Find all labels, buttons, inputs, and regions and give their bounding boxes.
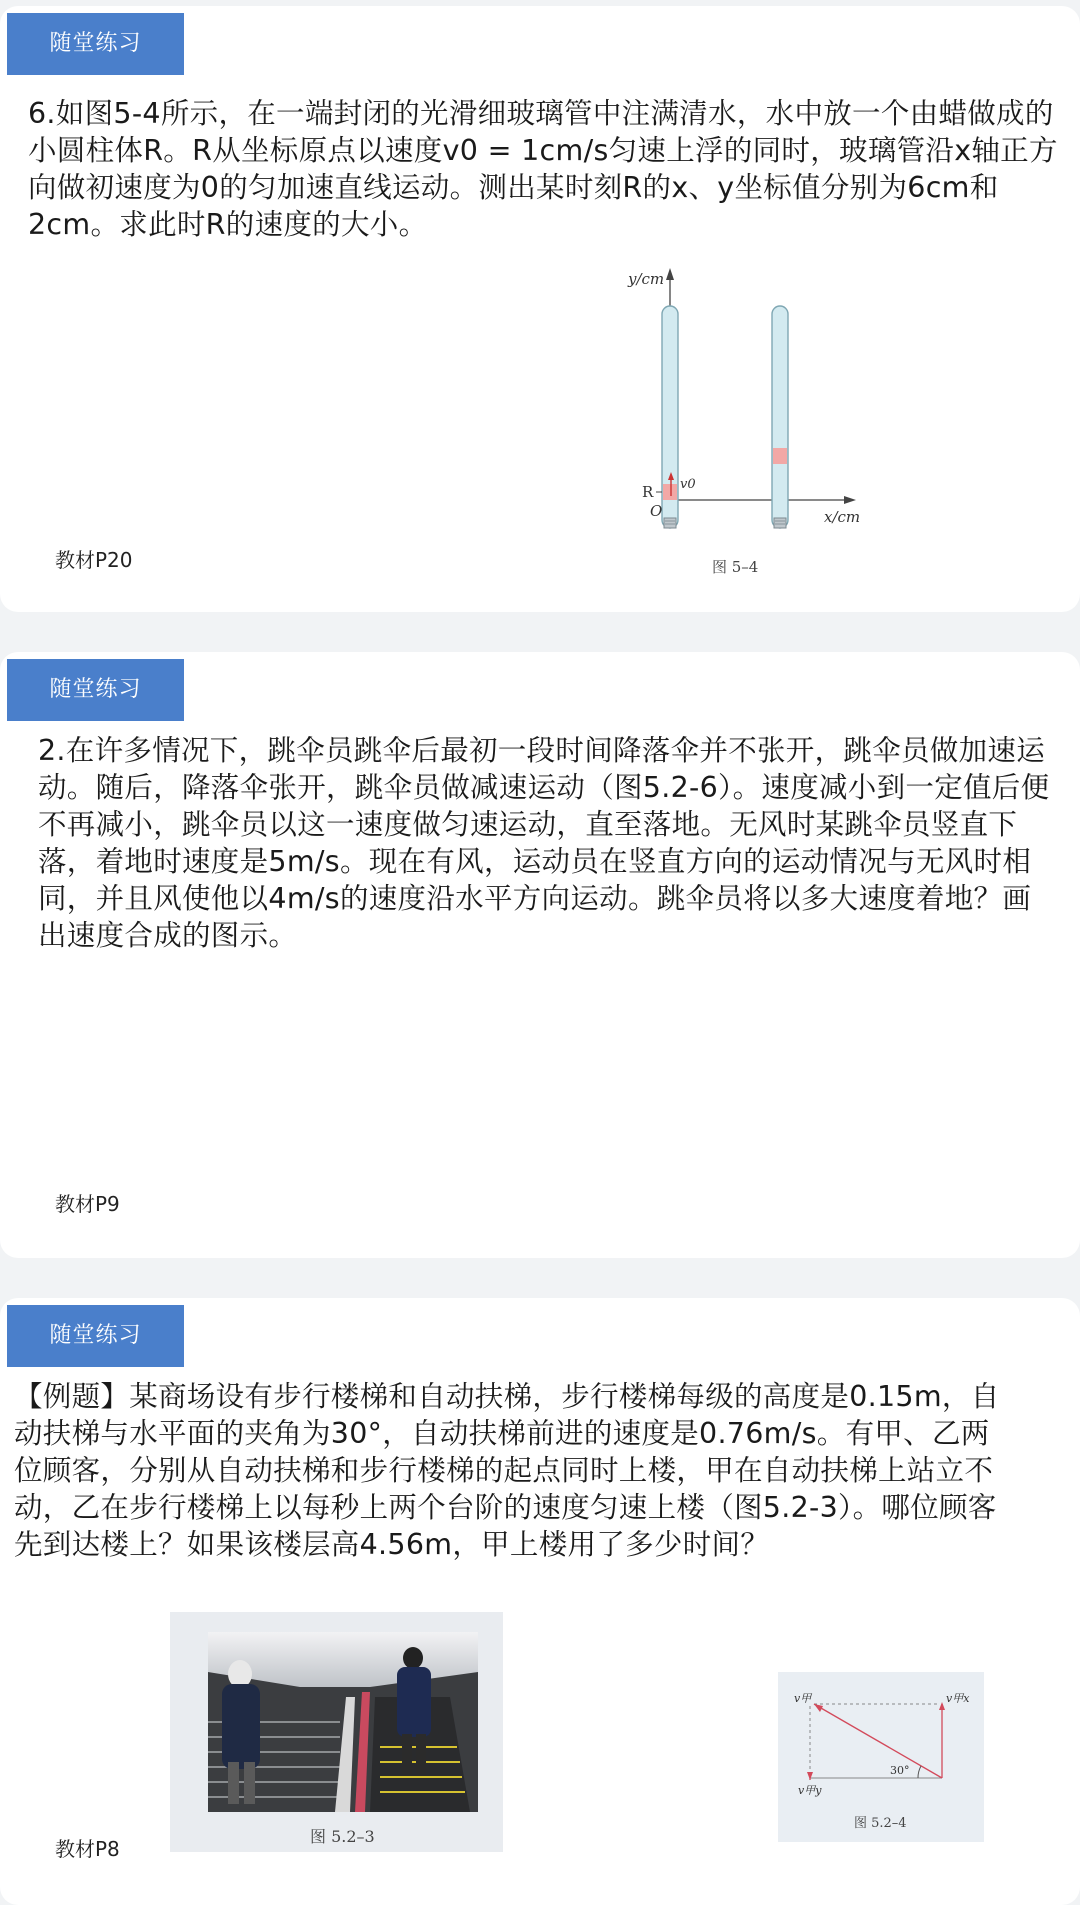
y-axis-label: y/cm bbox=[628, 270, 665, 288]
label-v-jia-x: v甲x bbox=[946, 1692, 970, 1705]
textbook-ref: 教材P20 bbox=[55, 548, 133, 572]
textbook-ref: 教材P8 bbox=[55, 1837, 120, 1861]
label-v-jia: v甲 bbox=[794, 1692, 812, 1705]
problem-text: 2.在许多情况下，跳伞员跳伞后最初一段时间降落伞并不张开，跳伞员做加速运动。随后，降落伞张开，跳伞员做减速运动（图5.2-6）。速度减小到一定值后便不再减小，跳伞员以这一速度做匀速运动，直至落地。无风时某跳伞员竖直下落，着地时速度是5m/s。现在有风，运动员在竖直方向的运动情况与无风时相同，并且风使他以4m/s的速度沿水平方向运动。跳伞员将以多大速度着地？画出速度合成的图示。 bbox=[38, 734, 1050, 952]
exercise-card-2 bbox=[0, 652, 1080, 1258]
velocity-label: v0 bbox=[680, 477, 696, 492]
exercise-card-3 bbox=[0, 1298, 1080, 1905]
exercise-card-1 bbox=[0, 6, 1080, 612]
object-label: R bbox=[642, 483, 654, 501]
figure-5-4 bbox=[610, 256, 890, 576]
photo-caption: 图 5.2–3 bbox=[310, 1827, 375, 1846]
section-tag: 随堂练习 bbox=[7, 13, 184, 75]
section-tag: 随堂练习 bbox=[7, 1305, 184, 1367]
angle-label: 30° bbox=[890, 1764, 910, 1777]
origin-label: O bbox=[650, 502, 663, 520]
textbook-ref: 教材P9 bbox=[55, 1192, 120, 1216]
problem-text: 【例题】某商场设有步行楼梯和自动扶梯，步行楼梯每级的高度是0.15m，自动扶梯与水平面的夹角为30°，自动扶梯前进的速度是0.76m/s。有甲、乙两位顾客，分别从自动扶梯和步行楼梯的起点同时上楼，甲在自动扶梯上站立不动，乙在步行楼梯上以每秒上两个台阶的速度匀速上楼（图5.2-3）。哪位顾客先到达楼上？如果该楼层高4.56m，甲上楼用了多少时间？ bbox=[14, 1380, 1000, 1561]
diagram-caption: 图 5.2–4 bbox=[854, 1816, 907, 1831]
x-axis-label: x/cm bbox=[824, 508, 861, 526]
figure-caption: 图 5–4 bbox=[712, 558, 759, 576]
figure-5-2-4 bbox=[778, 1672, 984, 1842]
section-tag: 随堂练习 bbox=[7, 659, 184, 721]
figure-5-2-3 bbox=[170, 1612, 503, 1852]
problem-text: 6.如图5-4所示，在一端封闭的光滑细玻璃管中注满清水，水中放一个由蜡做成的小圆柱体R。R从坐标原点以速度v0 = 1cm/s匀速上浮的同时，玻璃管沿x轴正方向做初速度为0的匀加速直线运动。测出某时刻R的x、y坐标值分别为6cm和2cm。求此时R的速度的大小。 bbox=[28, 97, 1058, 241]
wax-cylinder-r bbox=[663, 484, 677, 500]
escalator-photo bbox=[170, 1612, 503, 1852]
label-v-jia-y: v甲y bbox=[798, 1784, 822, 1797]
